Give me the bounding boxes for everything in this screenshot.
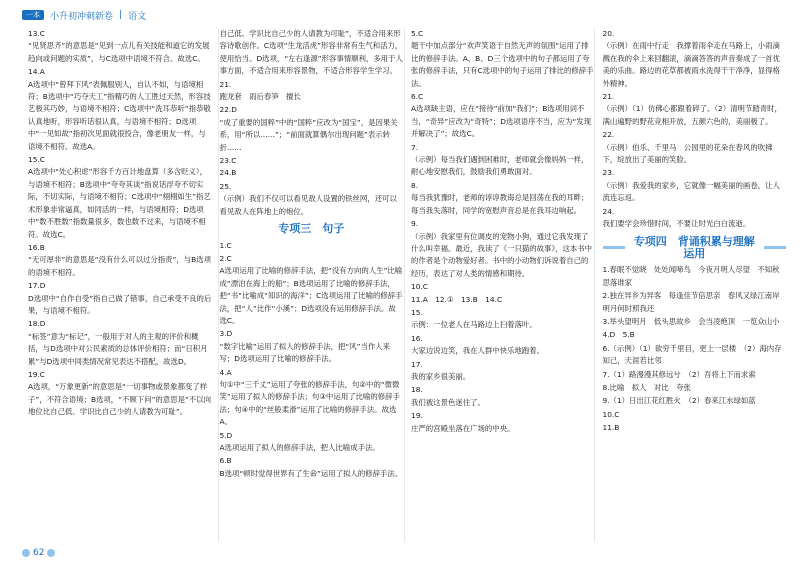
recitation-answer: 1.春眠不觉晓 处处闻啼鸟 今夜月明人尽望 不知秋思落谁家: [602, 265, 780, 287]
answer-number: 18.: [411, 385, 423, 395]
answer-entry: [220, 253, 404, 327]
answer-entry: [220, 28, 404, 78]
answer-entry: [603, 167, 787, 204]
column-4: [603, 28, 787, 542]
section-title-4: 专项四 背诵积累与理解运用: [603, 236, 787, 261]
answer-number: 22.D: [219, 105, 237, 115]
page-dot-icon: [47, 549, 55, 557]
recitation-answer: 6.（示例）（1）欲穷千里目，更上一层楼 （2）海内存知己，天涯若比邻: [602, 343, 782, 366]
column-3: [411, 28, 595, 542]
column-4-part-b: [603, 264, 787, 434]
answer-number: 23.C: [219, 156, 237, 166]
answer-number: 3.D: [219, 329, 233, 339]
answer-text: 庄严的宫殿坐落在广场的中央。: [411, 423, 515, 433]
answer-text: 大家边说边笑，我在人群中快乐地跑着。: [411, 346, 545, 356]
answer-number: 6.C: [411, 92, 424, 102]
answer-number: 1.C: [219, 240, 232, 250]
answer-text: 11.A 12.① 13.B 14.C: [411, 294, 503, 304]
answer-number: 19.: [411, 411, 423, 421]
answer-text: 题干中加点部分“欢声笑语于自然无声的氛围”运用了排比的修辞手法。A、B、D三个选项中的句子都运用了夸张的修辞手法，只有C选项中的句子运用了排比的修辞手法。: [411, 41, 594, 88]
answer-entry: [411, 28, 595, 90]
answer-text: A选项中“曾拜下风”表佩服别人，自认不如，与语境相符；B选项中“巧夺天工”指精巧的人工胜过天然，形容技艺极其巧妙，与语境不相符；C选项中“洗耳恭听”指恭敬认真地听，形容听话很认真，与语境不相符；D选项中“一见如故”指初次见面就很投合，像老朋友一样，与语境不相符。故选A。: [28, 79, 211, 151]
answer-text: A选项中“处心积虑”形容千方百计地盘算（多含贬义），与语境不相符；B选项中“夸夸其谈”指说话浮夸不切实际，不切实际，与语境不相符；C选项中“栩栩如生”指艺术形象非常逼真，如同活的一样，与语境相符；D选项中“数不胜数”指数量很多，数也数不过来，与语境不相符。故选C。: [28, 167, 211, 239]
title-decoration: [603, 246, 625, 249]
answer-entry: [411, 281, 595, 306]
answer-entry: [603, 206, 787, 231]
answer-text: 跑龙套 雨后春笋 擅长: [219, 92, 301, 102]
answer-text: B选项“顿时觉得世界有了生命”运用了拟人的修辞手法。: [219, 468, 403, 478]
answer-number: 25.: [219, 181, 232, 191]
answer-text: 自己低、学识比自己少的人请教为可耻”，不适合用来形容诗歌创作。C选项“生龙活虎”形容非常有生气和活力，使用恰当。D选项，“左右逢源”形容事情顺利，多用于人事方面，不适合用来形容景物，不适合形容学生学习。: [219, 29, 403, 76]
recitation-answer: 7.（1）路漫漫其修远兮 （2）吾将上下而求索: [602, 369, 756, 379]
answer-number: 10.C: [411, 282, 428, 292]
answer-number: 14.A: [28, 67, 45, 77]
answer-entry: [28, 318, 212, 368]
answer-number: 19.C: [28, 369, 45, 379]
answer-number: 17.: [411, 359, 423, 369]
subject-label: 语文: [128, 11, 147, 22]
book-title: 小升初冲刺新卷: [50, 11, 114, 22]
answer-text: “数字比喻”运用了拟人的修辞手法，把“风”当作人来写；D选项运用了比喻的修辞手法。: [219, 341, 391, 364]
answer-entry: [220, 455, 404, 480]
column-2: [220, 28, 404, 542]
answer-text: “无可厚非”的意思是“没有什么可以过分指责”，与B选项的语境不相符。: [28, 255, 211, 277]
answer-number: 21.: [219, 79, 232, 89]
answer-entry: [28, 66, 212, 153]
answer-entry: [220, 328, 404, 365]
answer-entry: [220, 155, 404, 180]
recitation-answer: 11.B: [602, 423, 620, 433]
answer-entry: [220, 240, 404, 252]
answer-text: 我们被这景色迷住了。: [411, 397, 485, 407]
answer-text: 我的家乡很美丽。: [411, 371, 471, 381]
answer-entry: [28, 369, 212, 419]
answer-text: （示例）（1）仿佛心都跟着碎了。（2）清明节踏青时，满山遍野的野花竞相开放，五颜六色的，美丽极了。: [602, 104, 782, 126]
answer-number: 21.: [602, 92, 615, 102]
answer-entry: [603, 28, 787, 90]
answer-entry: [28, 280, 212, 317]
answer-entry: [411, 410, 595, 435]
answer-number: 17.D: [28, 281, 46, 291]
answer-entry: [220, 430, 404, 455]
answer-text: 示例：一位老人在马路边上扫着落叶。: [411, 320, 537, 330]
answer-entry: [28, 28, 212, 65]
answer-entry: [220, 104, 404, 154]
page-number: 62: [33, 548, 45, 558]
page-header: 一本 小升初冲刺新卷 | 语文: [22, 8, 146, 22]
answer-text: 我们要学会珍惜时间，不要让时光白白流逝。: [602, 219, 751, 229]
answer-entry: [603, 91, 787, 128]
answer-text: A选项运用了比喻的修辞手法，把“没有方向的人生”比喻成“漂泊在海上的船”；B选项运用了比喻的修辞手法，把“书”比喻成“知识的海洋”；C选项运用了比喻的修辞手法，把“人”比作“小溪”；D选项没有运用修辞手法。故选C。: [219, 266, 403, 325]
answer-text: （示例）在雨中行走 我撑着雨伞走在马路上，小雨滴溅在我的伞上来回翻滚，滴滴答答的声音奏成了一首优美的乐曲。路边的花草都被雨水洗得干干净净，显得格外精神。: [602, 41, 780, 88]
answer-number: 15.: [411, 307, 423, 317]
answer-number: 16.: [411, 333, 423, 343]
answer-text: D选项中“自作自受”指自己做了错事，自己承受不良的后果，与语境不相符。: [28, 293, 212, 315]
answer-entry: [411, 333, 595, 358]
column-1: [28, 28, 212, 542]
answer-number: 8.: [411, 180, 419, 190]
title-decoration: [764, 246, 786, 249]
recitation-answer: 3.举头望明月 低头思故乡 会当凌绝顶 一览众山小: [602, 316, 780, 326]
answer-number: 15.C: [28, 155, 45, 165]
page-footer: [22, 548, 55, 558]
answer-text: 句①中“三千丈”运用了夸张的修辞手法，句②中的“微微笑”运用了拟人的修辞手法；句③中运用了比喻的修辞手法；句④中的“丝般柔滑”运用了比喻的修辞手法。故选A。: [219, 379, 400, 427]
section-title-3: 专项三 句子: [278, 222, 345, 236]
answer-columns: [28, 28, 786, 542]
answer-entry: [411, 384, 595, 409]
answer-entry: [28, 242, 212, 279]
answer-entry: [220, 79, 404, 104]
recitation-answer: 4.D 5.B: [602, 330, 635, 340]
answer-entry: [603, 129, 787, 166]
answer-number: 2.C: [219, 253, 232, 263]
recitation-answer: 9.（1）日出江花红胜火 （2）春来江水绿如蓝: [602, 396, 756, 406]
recitation-answer: 8.比喻 拟人 对比 夸张: [602, 382, 691, 392]
answer-entry: [411, 91, 595, 141]
answer-number: 18.D: [28, 319, 46, 329]
answer-number: 24.: [602, 206, 615, 216]
answer-entry: [411, 359, 595, 384]
answer-text: A选项运用了拟人的修辞手法，把人比喻成手法。: [219, 443, 380, 452]
answer-number: 5.D: [219, 430, 233, 440]
answer-text: “标签”意为“标记”，一般用于对人的主观的评价和概括，与D选项中对公民素质的总体评价相符；而“日积月累”与D选项中同类情况常见表达不搭配，故选D。: [28, 331, 208, 366]
page-dot-icon: [22, 549, 30, 557]
answer-text: “成了重要的国粹”中的“国粹”应改为“国宝”，是因果关系，用“所以……”；“前面就算偶尔出现问题”表示转折……: [219, 117, 398, 152]
answer-entry: [411, 180, 595, 217]
answer-entry: [220, 367, 404, 429]
answer-entry: [411, 307, 595, 332]
answer-entry: [220, 181, 404, 218]
answer-text: A选项，“万象更新”的意思是“一切事物或景象都变了样子”，不符合语境；B选项，“不顾下问”的意思是“不以向地位比自己低、学识比自己少的人请教为可耻”。: [28, 382, 211, 417]
answer-number: 22.: [602, 130, 615, 140]
answer-number: 20.: [602, 29, 615, 38]
answer-text: 每当我犹豫时，老师的谆谆教诲总是回荡在我的耳畔；每当我失落时，同学的宽慰声音总是在我耳边响起。: [411, 193, 589, 215]
answer-number: 4.A: [219, 367, 232, 377]
answer-entry: [28, 154, 212, 241]
answer-text: “见贤思齐”的意思是“见到一点儿有关技能和道它的发展趋向或问题的实质”，与C选项中语境不符合。故选C。: [28, 41, 210, 63]
answer-text: A选项缺主语，应在“接待”前加“我们”；B选项用词不当，“奇异”应改为“奇特”；D选项语序不当，应为“发现并解决了”；故选C。: [411, 104, 592, 139]
recitation-answer: 2.独在异乡为异客 每逢佳节倍思亲 春风又绿江南岸 明月何时照我还: [602, 291, 787, 313]
answer-entry: [411, 218, 595, 280]
answer-number: 23.: [602, 168, 615, 178]
brand-logo: 一本: [22, 10, 44, 20]
answer-number: 7.: [411, 142, 419, 152]
answer-text: （示例）我们不仅可以看见敌人设置的铁丝网，还可以看见敌人在阵地上的炮位。: [219, 194, 397, 216]
answer-number: 9.: [411, 219, 419, 229]
answer-text: 24.B: [219, 168, 237, 178]
answer-number: 16.B: [28, 242, 45, 252]
column-4-part-a: [603, 28, 787, 231]
answer-number: 5.C: [411, 29, 424, 38]
recitation-answer: 10.C: [602, 409, 620, 419]
answer-text: （示例）每当我们遇到困难时，老师就会像妈妈一样，耐心地安慰我们，鼓励我们勇敢面对。: [411, 155, 589, 177]
answer-text: （示例）伯乐、千里马 公园里的花朵在春风的吹拂下，绽放出了美丽的笑脸。: [602, 142, 773, 165]
answer-number: 13.C: [28, 29, 45, 38]
answer-number: 6.B: [219, 456, 232, 466]
answer-text: （示例）我家里有位调皮的宠物小狗，通过它我发现了什么叫幸福。最近，我读了《一只猫的故事》，这本书中的作者是个动物爱好者。书中的小动物们诉说着自己的经历，表达了对人类的情感和期待。: [411, 231, 593, 278]
answer-entry: [411, 142, 595, 179]
answer-text: （示例）我爱我的家乡，它就像一幅美丽的画卷，让人流连忘返。: [602, 180, 780, 203]
